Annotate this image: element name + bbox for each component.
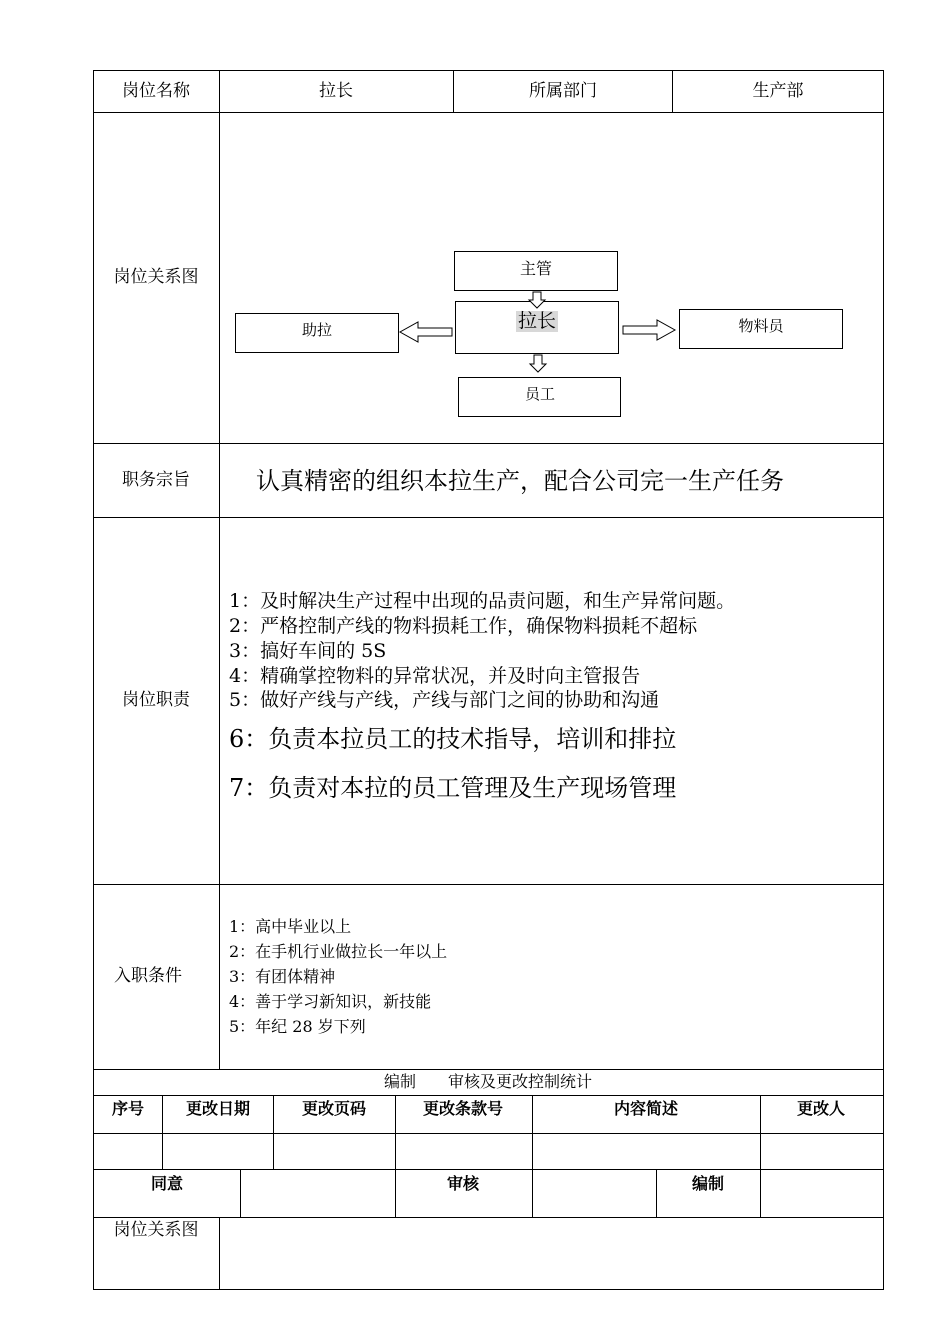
assistant-label: 助拉 [301,321,333,339]
requirement-item: 1：高中毕业以上 [229,917,352,936]
line-leader-label: 拉长 [517,310,557,332]
requirement-item: 2：在手机行业做拉长一年以上 [229,942,448,961]
column-header: 内容简述 [613,1099,679,1118]
column-divider [240,1169,241,1217]
duty-item: 6：负责本拉员工的技术指导，培训和排拉 [229,725,677,753]
row-divider [93,1133,884,1134]
column-divider [656,1169,657,1217]
review-label: 审核 [446,1174,480,1193]
duty-item: 3：搞好车间的 5S [229,640,387,662]
compile-label: 编制 [691,1174,725,1193]
department-label: 所属部门 [529,81,597,101]
agree-label: 同意 [150,1174,184,1193]
requirements-label: 入职条件 [114,966,182,986]
column-divider [162,1095,163,1169]
duty-item: 2：严格控制产线的物料损耗工作，确保物料损耗不超标 [229,615,698,637]
arrow-right-icon [623,320,675,340]
requirement-item: 4：善于学习新知识，新技能 [229,992,432,1011]
column-divider [532,1095,533,1217]
purpose-label: 职务宗旨 [122,470,190,490]
control-table-title: 编制 审核及更改控制统计 [383,1072,593,1091]
footer-relation-label: 岗位关系图 [113,1220,199,1240]
column-header: 序号 [111,1099,145,1118]
requirement-item: 3：有团体精神 [229,967,336,986]
supervisor-label: 主管 [519,259,553,278]
duties-label: 岗位职责 [122,690,190,710]
column-header: 更改人 [796,1099,846,1118]
column-divider [395,1095,396,1217]
row-divider [93,1095,884,1096]
duty-item: 7：负责对本拉的员工管理及生产现场管理 [229,774,677,802]
purpose-text: 认真精密的组织本拉生产，配合公司完一生产任务 [256,467,784,495]
duty-item: 4：精确掌控物料的异常状况，并及时向主管报告 [229,665,641,687]
position-name-label: 岗位名称 [122,81,190,101]
row-divider [93,517,884,518]
row-divider [93,1169,884,1170]
row-divider [93,1217,884,1218]
relation-chart-label: 岗位关系图 [113,267,199,287]
duty-item: 5：做好产线与产线，产线与部门之间的协助和沟通 [229,689,660,711]
arrow-down-icon [529,292,545,308]
table-border-bottom [93,1289,884,1290]
row-divider [93,884,884,885]
row-divider [93,1069,884,1070]
column-divider [760,1095,761,1217]
department-value: 生产部 [752,81,804,101]
column-header: 更改日期 [185,1099,251,1118]
requirement-item: 5：年纪 28 岁下列 [229,1017,366,1036]
column-divider [273,1095,274,1169]
org-chart-arrows [0,0,950,460]
column-divider [219,1217,220,1289]
staff-label: 员工 [524,385,556,403]
column-header: 更改页码 [301,1099,367,1118]
material-clerk-label: 物料员 [738,317,784,335]
position-name-value: 拉长 [319,81,353,101]
duty-item: 1：及时解决生产过程中出现的品责问题，和生产异常问题。 [229,590,736,612]
arrow-down-icon [530,355,546,372]
column-header: 更改条款号 [422,1099,504,1118]
arrow-left-icon [400,322,452,342]
